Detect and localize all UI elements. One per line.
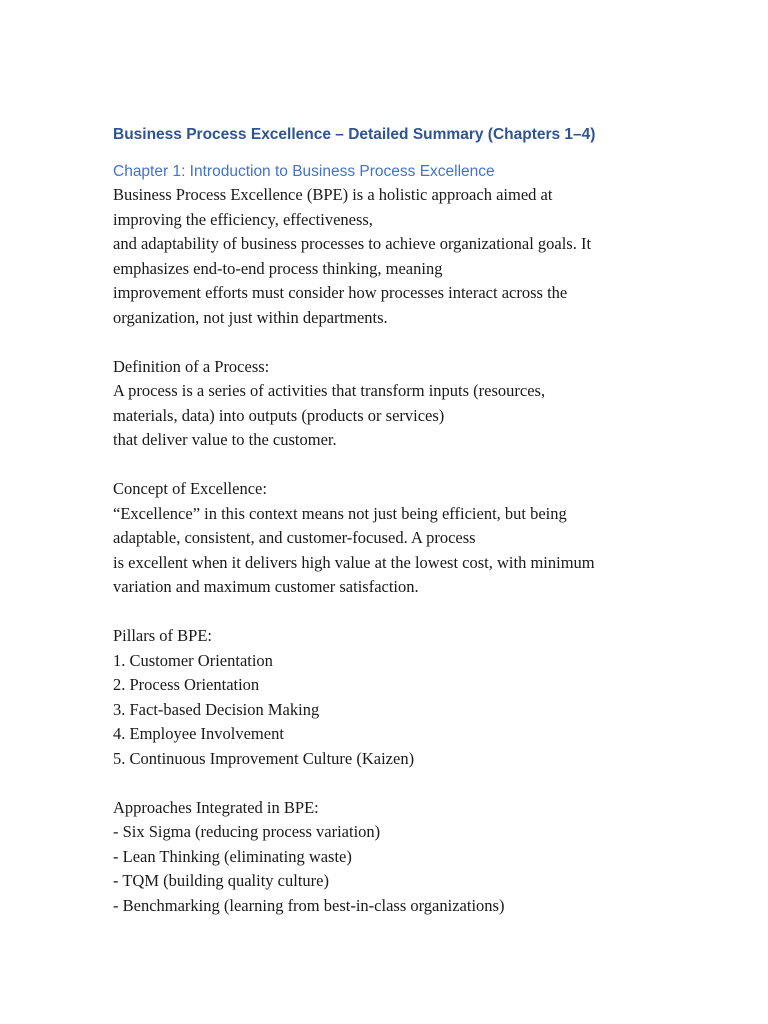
- approaches-section: [113, 796, 673, 919]
- list-item: 4. Employee Involvement: [113, 724, 284, 743]
- list-item: 3. Fact-based Decision Making: [113, 699, 320, 719]
- pillars-section: [113, 624, 673, 771]
- document-title: Business Process Excellence – Detailed Summary (Chapters 1–4): [113, 126, 596, 143]
- paragraph-line: materials, data) into outputs (products or services): [113, 405, 445, 425]
- list-item: - TQM (building quality culture): [113, 871, 329, 890]
- blank-line: [113, 771, 673, 796]
- definition-section: [113, 355, 673, 453]
- section-heading: Pillars of BPE:: [113, 626, 213, 645]
- list-item: - Benchmarking (learning from best-in-class organizations): [113, 895, 505, 915]
- paragraph-line: “Excellence” in this context means not just being efficient, but being: [113, 503, 567, 523]
- section-heading: Definition of a Process:: [113, 356, 270, 376]
- intro-paragraph: [113, 183, 673, 330]
- list-item: 2. Process Orientation: [113, 675, 260, 694]
- paragraph-line: organization, not just within departments.: [113, 307, 388, 327]
- blank-line: [113, 600, 673, 625]
- paragraph-line: improvement efforts must consider how processes interact across the: [113, 283, 568, 302]
- section-heading: Approaches Integrated in BPE:: [113, 797, 319, 817]
- paragraph-line: emphasizes end-to-end process thinking, meaning: [113, 258, 443, 278]
- paragraph-line: Business Process Excellence (BPE) is a holistic approach aimed at: [113, 185, 553, 204]
- document-body: [113, 124, 673, 918]
- paragraph-line: adaptable, consistent, and customer-focused. A process: [113, 528, 476, 547]
- blank-line: [113, 330, 673, 355]
- list-item: - Lean Thinking (eliminating waste): [113, 846, 352, 866]
- paragraph-line: is excellent when it delivers high value at the lowest cost, with minimum: [113, 552, 595, 572]
- paragraph-line: improving the efficiency, effectiveness,: [113, 209, 373, 229]
- blank-line: [113, 453, 673, 478]
- paragraph-line: and adaptability of business processes to achieve organizational goals. It: [113, 234, 592, 253]
- paragraph-line: that deliver value to the customer.: [113, 430, 337, 449]
- paragraph-line: A process is a series of activities that transform inputs (resources,: [113, 381, 546, 400]
- list-item: - Six Sigma (reducing process variation): [113, 822, 381, 841]
- list-item: 5. Continuous Improvement Culture (Kaizen): [113, 748, 415, 768]
- paragraph-line: variation and maximum customer satisfaction.: [113, 577, 419, 596]
- list-item: 1. Customer Orientation: [113, 650, 273, 670]
- excellence-section: [113, 477, 673, 600]
- chapter-heading: Chapter 1: Introduction to Business Process Excellence: [113, 163, 495, 180]
- section-heading: Concept of Excellence:: [113, 479, 267, 498]
